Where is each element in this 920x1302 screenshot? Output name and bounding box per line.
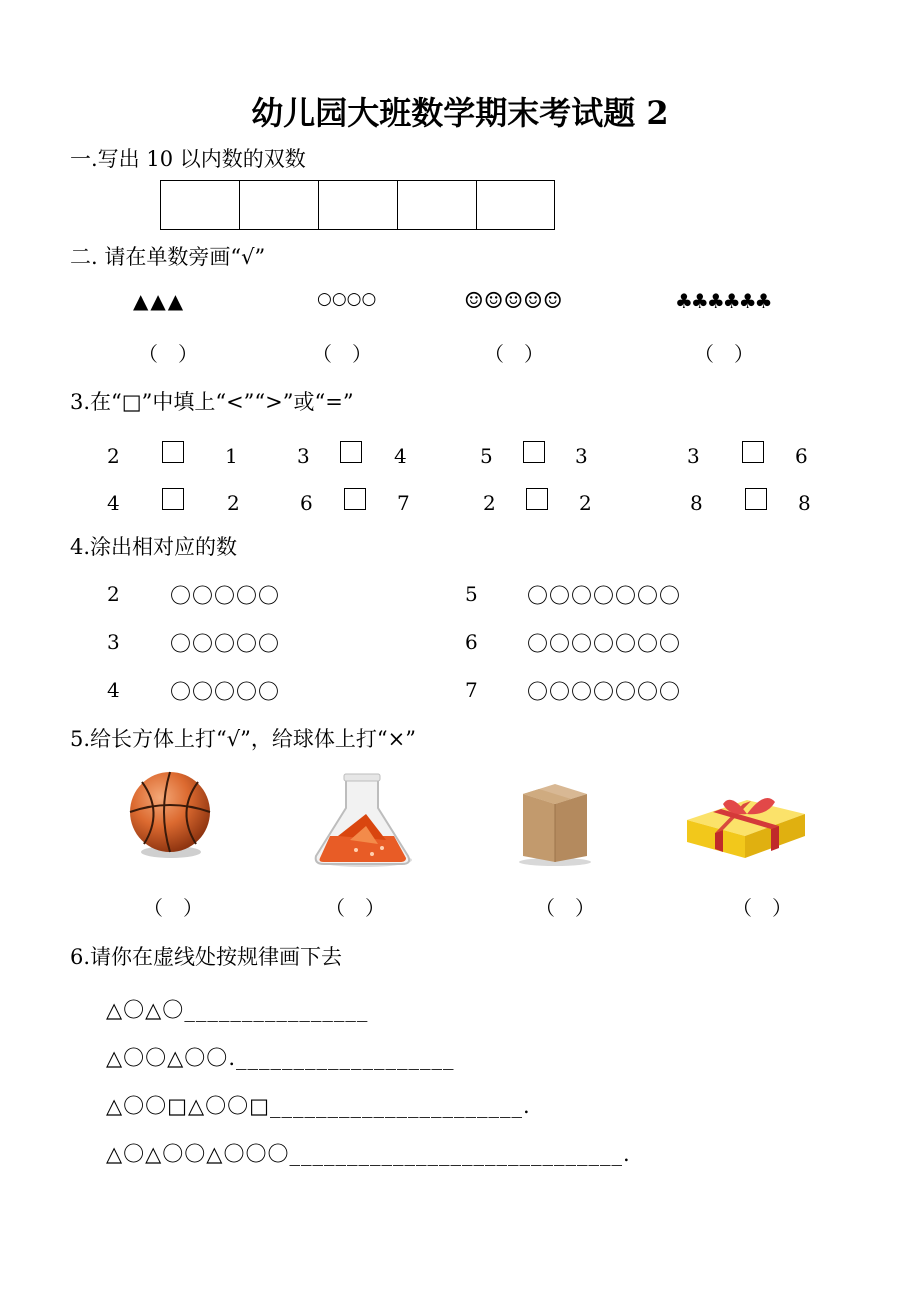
flask-image	[308, 770, 416, 870]
compare-right-number: 3	[575, 444, 588, 468]
compare-left-number: 2	[483, 491, 496, 515]
compare-right-number: 4	[394, 444, 407, 468]
compare-right-number: 7	[397, 491, 410, 515]
answer-paren[interactable]: （ ）	[694, 342, 754, 366]
compare-box[interactable]	[340, 441, 362, 463]
circle-row[interactable]: 〇〇〇〇〇	[170, 584, 280, 608]
answer-paren[interactable]: （ ）	[535, 896, 595, 920]
pattern-blank[interactable]: ________________	[184, 998, 369, 1022]
circle-row[interactable]: 〇〇〇〇〇	[170, 632, 280, 656]
pattern-blank[interactable]: _____________________________.	[289, 1142, 631, 1166]
answer-paren[interactable]: （ ）	[143, 896, 203, 920]
pattern-sequence: △〇△〇〇△〇〇〇	[106, 1142, 290, 1166]
clubs-group: ♣♣♣♣♣♣	[675, 289, 771, 313]
pattern-row	[106, 994, 368, 1024]
count-number: 4	[107, 678, 120, 702]
compare-box[interactable]	[742, 441, 764, 463]
page-title: 幼儿园大班数学期末考试题 2	[251, 94, 669, 132]
compare-left-number: 2	[107, 444, 120, 468]
answer-cell[interactable]	[398, 181, 477, 229]
compare-left-number: 5	[480, 444, 493, 468]
basketball-image	[124, 768, 218, 860]
answer-paren[interactable]: （ ）	[138, 342, 198, 366]
pattern-sequence: △〇〇△〇〇	[106, 1046, 229, 1070]
answer-cell[interactable]	[240, 181, 319, 229]
compare-right-number: 2	[227, 491, 240, 515]
pattern-sequence: △〇〇□△〇〇□	[106, 1094, 270, 1118]
compare-right-number: 2	[579, 491, 592, 515]
pattern-blank[interactable]: .___________________	[228, 1046, 455, 1070]
answer-paren[interactable]: （ ）	[325, 896, 385, 920]
section-5-heading: 5.给长方体上打“√”，给球体上打“×”	[70, 727, 416, 751]
section-1-heading: 一.写出 10 以内数的双数	[70, 147, 306, 171]
section-6-heading: 6.请你在虚线处按规律画下去	[70, 945, 343, 969]
section-3-heading: 3.在“□”中填上“<”“>”或“=”	[70, 390, 354, 414]
circle-row[interactable]: 〇〇〇〇〇〇〇	[527, 680, 681, 704]
smileys-group: ☺☺☺☺☺	[464, 289, 563, 314]
answer-paren[interactable]: （ ）	[484, 342, 544, 366]
count-number: 5	[465, 582, 478, 606]
answer-cell[interactable]	[161, 181, 240, 229]
pattern-row	[106, 1090, 531, 1120]
count-number: 2	[107, 582, 120, 606]
circle-row[interactable]: 〇〇〇〇〇〇〇	[527, 632, 681, 656]
compare-left-number: 8	[690, 491, 703, 515]
pattern-row	[106, 1042, 455, 1072]
compare-right-number: 8	[798, 491, 811, 515]
compare-box[interactable]	[526, 488, 548, 510]
compare-box[interactable]	[745, 488, 767, 510]
answer-paren[interactable]: （ ）	[312, 342, 372, 366]
cardboard-box-image	[515, 776, 595, 868]
pattern-row	[106, 1138, 631, 1168]
section-2-heading: 二. 请在单数旁画“√”	[70, 245, 266, 269]
compare-box[interactable]	[344, 488, 366, 510]
gift-box-image	[683, 778, 809, 864]
compare-box[interactable]	[162, 488, 184, 510]
compare-left-number: 3	[687, 444, 700, 468]
answer-cell[interactable]	[319, 181, 398, 229]
compare-right-number: 1	[225, 444, 238, 468]
answer-cell[interactable]	[477, 181, 554, 229]
compare-left-number: 3	[297, 444, 310, 468]
circle-row[interactable]: 〇〇〇〇〇	[170, 680, 280, 704]
pattern-sequence: △〇△〇	[106, 998, 185, 1022]
count-number: 3	[107, 630, 120, 654]
section-4-heading: 4.涂出相对应的数	[70, 535, 238, 559]
triangles-group: ▲▲▲	[133, 289, 186, 313]
count-number: 7	[465, 678, 478, 702]
circle-row[interactable]: 〇〇〇〇〇〇〇	[527, 584, 681, 608]
answer-paren[interactable]: （ ）	[732, 896, 792, 920]
circles-group: ○○○○	[317, 289, 377, 309]
compare-right-number: 6	[795, 444, 808, 468]
pattern-blank[interactable]: ______________________.	[269, 1094, 531, 1118]
count-number: 6	[465, 630, 478, 654]
answer-grid	[160, 180, 555, 230]
compare-box[interactable]	[523, 441, 545, 463]
compare-left-number: 6	[300, 491, 313, 515]
compare-box[interactable]	[162, 441, 184, 463]
compare-left-number: 4	[107, 491, 120, 515]
